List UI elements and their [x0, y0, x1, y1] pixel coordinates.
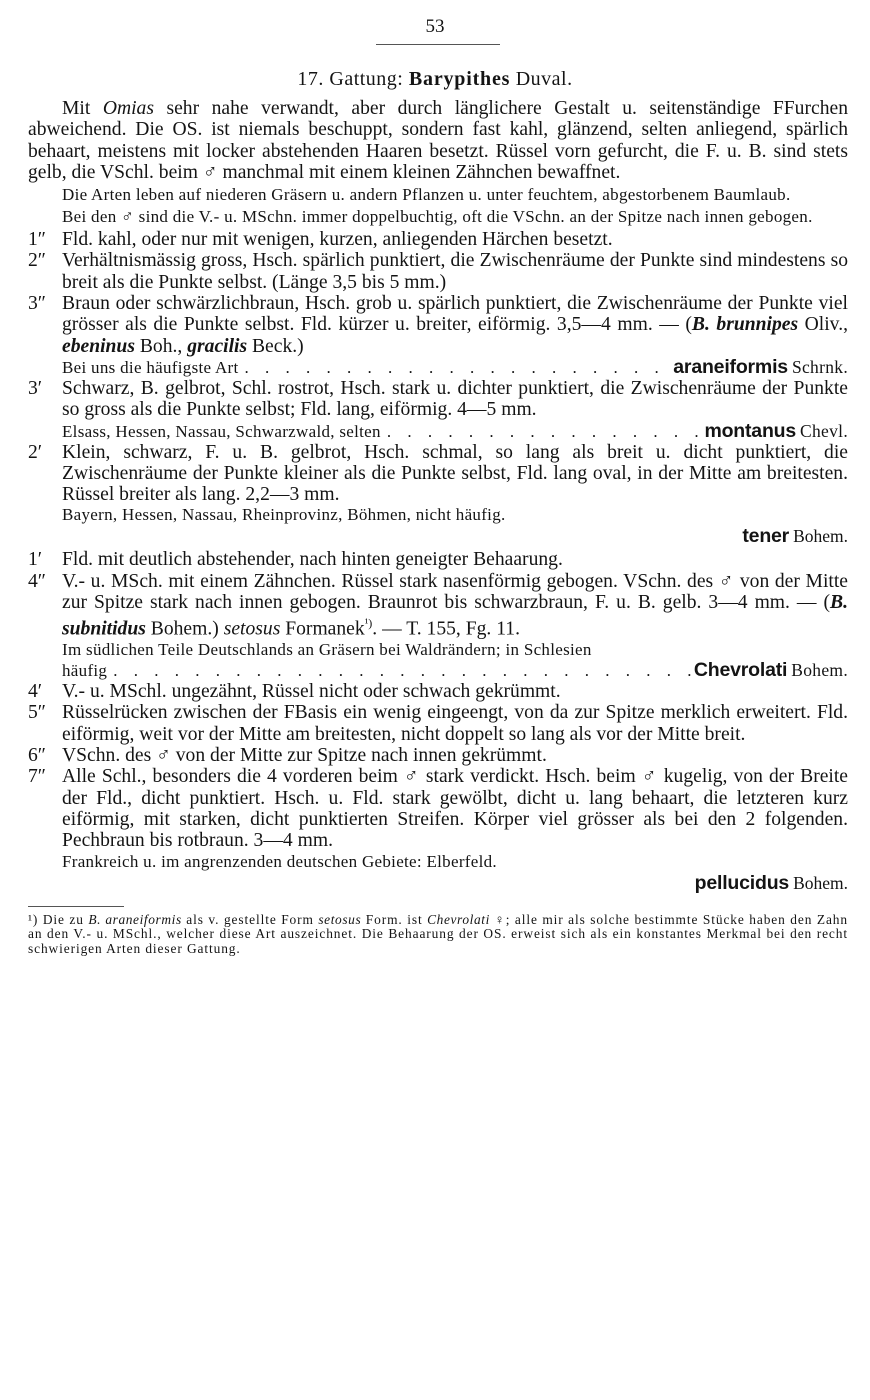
intro-paragraph-3: Bei den ♂ sind die V.- u. MSchn. immer doppelbuchtig, oft die VSchn. an der Spitze nach innen gebogen. [62, 206, 813, 226]
species-name: pellucidus [694, 871, 790, 894]
key-text: Braun oder schwärzlichbraun, Hsch. grob u. spärlich punktiert, die Zwischenräume der Punkte viel grösser als die Punkte selbst. Fld. kürzer u. breiter, eiförmig. 3,5—4 mm. — ( [62, 293, 848, 336]
footnote-mark: ¹) [28, 911, 39, 927]
intro-paragraph-2: Die Arten leben auf niederen Gräsern u. andern Pflanzen u. unter feuchtem, abgestorbenem Baumlaub. [62, 185, 791, 205]
genus-name: Barypithes [408, 68, 511, 90]
synonym-name: B. subnitidus [62, 592, 848, 640]
key-text: Schwarz, B. gelbrot, Schl. rostrot, Hsch. stark u. dichter punktiert, die Zwischenräume der Punkte so gross als die Punkte selbst; Fld. lang, eiförmig. 4—5 mm. [62, 377, 848, 421]
key-number: 1′ [28, 549, 43, 571]
synonym-author: Beck.) [247, 335, 304, 357]
key-couplet-3 [28, 293, 848, 357]
genus-reference-omias: Omias [102, 98, 154, 119]
header-rule [376, 44, 500, 45]
footnote-text: Form. ist [361, 911, 428, 927]
key-text: Verhältnismässig gross, Hsch. spärlich punktiert, die Zwischenräume der Punkte sind mindestens so breit als die Punkte selbst. (Länge 3,5 bis 5 mm.) [62, 250, 848, 293]
page-number: 53 [425, 16, 445, 37]
footnote-text: ♀; alle mir als solche bestimmte Stücke haben den Zahn an den V.- u. MSchl., welcher diese Art auszeichnet. Die Behaarung der OS. erweist sich als ein konstantes Merkmal bei den recht schwierigen Arten dieser Gattung. [28, 911, 848, 956]
habitat-line-chevrolati: Im südlichen Teile Deutschlands an Gräsern bei Waldrändern; in Schlesien [62, 640, 592, 660]
key-text: VSchn. des ♂ von der Mitte zur Spitze nach innen gekrümmt. [62, 745, 547, 767]
key-text: Fld. mit deutlich abstehender, nach hinten geneigter Behaarung. [62, 549, 563, 571]
key-number: 2″ [28, 250, 46, 272]
habitat-line-tener: Bayern, Hessen, Nassau, Rheinprovinz, Böhmen, nicht häufig. [62, 505, 506, 525]
species-line-chevrolati [28, 660, 848, 681]
key-text: Rüsselrücken zwischen der FBasis ein wenig eingeengt, von da zur Spitze merklich erweitert. Fld. eiförmig, weit vor der Mitte am breitesten, nicht doppelt so lang als vor der Mitte breit. [62, 702, 848, 745]
key-number: 4′ [28, 681, 43, 703]
footnote [28, 913, 848, 957]
species-author: Bohem. [791, 660, 848, 681]
synonym-author: Formanek [280, 618, 365, 640]
footnote-species: setosus [318, 911, 362, 927]
species-line-araneiformis [28, 357, 848, 378]
key-couplet-2 [28, 250, 848, 293]
species-line-pellucidus [28, 872, 848, 896]
habitat-text: Elsass, Hessen, Nassau, Schwarzwald, selten [62, 421, 381, 441]
key-text: Klein, schwarz, F. u. B. gelbrot, Hsch. schmal, so lang als breit u. dicht punktiert, die Zwischenräume der Punkte kleiner als die Punkte selbst, Fld. lang oval, in der Mitte am breitesten. Rüssel breiter als lang. 2,2—3 mm. [62, 441, 848, 506]
key-couplet-2b [28, 442, 848, 506]
key-number: 2′ [28, 441, 43, 463]
key-couplet-5 [28, 702, 848, 745]
intro-text-a: Mit [62, 98, 103, 119]
habitat-text: Bei uns die häufigste Art [62, 357, 239, 377]
species-author: Bohem. [793, 872, 848, 893]
species-author: Bohem. [793, 526, 848, 547]
habitat-line-pellucidus: Frankreich u. im angrenzenden deutschen Gebiete: Elberfeld. [62, 851, 497, 871]
synonym-author: Boh., [134, 335, 188, 357]
species-author: Chevl. [800, 420, 848, 441]
footnote-text: als v. gestellte Form [181, 911, 319, 927]
species-name: tener [742, 525, 790, 548]
key-text-tail: . — T. 155, Fg. 11. [372, 618, 520, 640]
key-couplet-1 [28, 229, 848, 250]
habitat-text: häufig [62, 661, 108, 681]
intro-paragraph-1 [28, 98, 848, 183]
key-number: 1″ [28, 229, 46, 251]
synonym-name: setosus [223, 618, 281, 640]
key-number: 3″ [28, 293, 46, 315]
key-number: 3′ [28, 377, 43, 399]
species-line-tener [28, 525, 848, 549]
key-number: 4″ [28, 570, 46, 592]
footnote-reference: ¹) [364, 616, 373, 631]
species-name: Chevrolati [693, 659, 788, 682]
key-couplet-1b [28, 549, 848, 570]
synonym-name: B. brunnipes [691, 314, 799, 336]
key-couplet-6 [28, 745, 848, 766]
key-number: 7″ [28, 766, 46, 788]
leader-dots [381, 422, 705, 442]
species-author: Schrnk. [791, 356, 848, 377]
species-name: montanus [704, 419, 797, 442]
intro-text-b: sehr nahe verwandt, aber durch länglichere Gestalt u. seitenständige FFurchen abweichend. Die OS. ist niemals beschuppt, sondern fast kahl, glänzend, selten anliegend, spärlich behaart, meistens mit locker abstehenden Haaren besetzt. Rüssel vorn gefurcht, die F. u. B. sind stets gelb, die VSchl. beim ♂ manchmal mit einem kleinen Zähnchen bewaffnet. [28, 98, 848, 183]
page-body [28, 98, 848, 956]
synonym-author: Bohem.) [145, 618, 224, 640]
footnote-species: B. araneiformis [88, 911, 182, 927]
footnote-rule [28, 906, 124, 907]
synonym-name: ebeninus [62, 335, 135, 357]
key-couplet-4 [28, 571, 848, 640]
key-number: 6″ [28, 745, 46, 767]
key-text: Fld. kahl, oder nur mit wenigen, kurzen, anliegenden Härchen besetzt. [62, 229, 613, 251]
synonym-author: Oliv., [798, 314, 848, 336]
species-name: araneiformis [673, 355, 788, 378]
footnote-species: Chevrolati [427, 911, 490, 927]
key-text: V.- u. MSchl. ungezähnt, Rüssel nicht oder schwach gekrümmt. [62, 681, 561, 703]
synonym-name: gracilis [187, 335, 248, 357]
key-couplet-7 [28, 766, 848, 851]
key-text: V.- u. MSch. mit einem Zähnchen. Rüssel stark nasenförmig gebogen. VSchn. des ♂ von der Mitte zur Spitze stark nach innen gebogen. Braunrot bis schwarzbraun, F. u. B. gelb. 3—4 mm. — ( [62, 570, 848, 614]
genus-author: Duval. [515, 68, 573, 90]
key-couplet-4b [28, 681, 848, 702]
genus-prefix: 17. Gattung: [297, 68, 404, 90]
genus-heading [0, 68, 870, 91]
leader-dots [239, 358, 674, 378]
species-line-montanus [28, 421, 848, 442]
key-couplet-3b [28, 378, 848, 421]
key-text: Alle Schl., besonders die 4 vorderen beim ♂ stark verdickt. Hsch. beim ♂ kugelig, von der Breite der Fld., dicht punktiert. Hsch. u. Fld. stark gewölbt, dicht u. lang behaart, die letzteren kurz eiförmig, mit starken, dicht punktierten Streifen. Körper viel grösser als bei den 2 folgenden. Pechbraun bis rotbraun. 3—4 mm. [62, 766, 848, 852]
footnote-text: Die zu [38, 911, 89, 927]
key-number: 5″ [28, 702, 46, 724]
leader-dots [107, 661, 694, 681]
